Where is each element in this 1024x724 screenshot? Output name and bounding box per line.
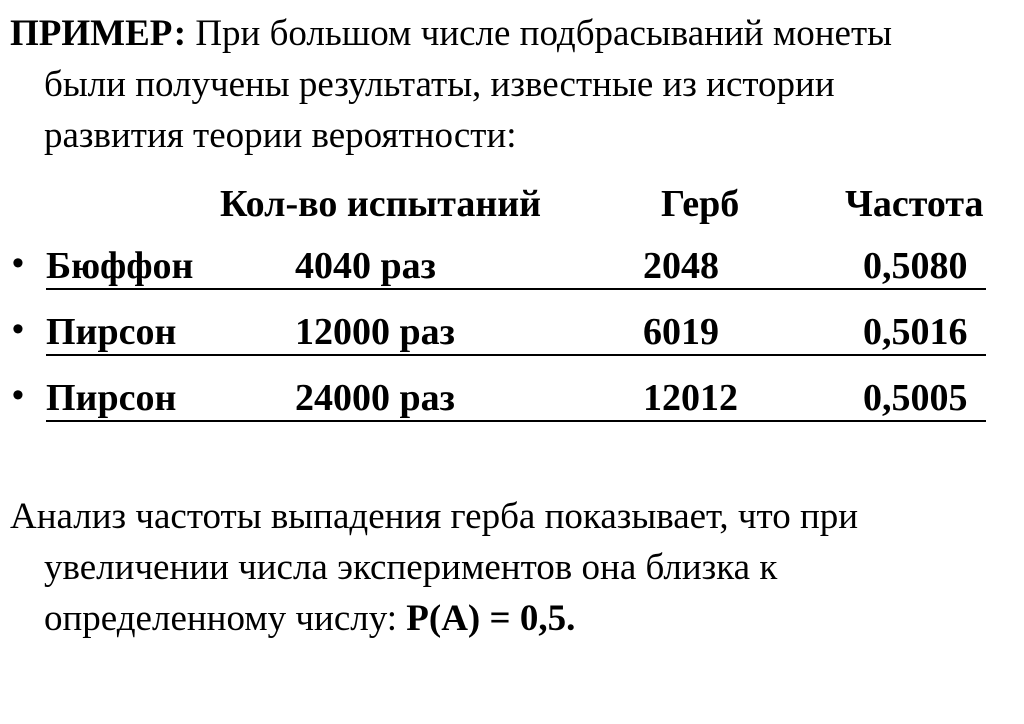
table-row (0, 376, 1024, 434)
gerb-count: 12012 (643, 377, 738, 419)
bullet-icon: • (12, 244, 24, 282)
row-underline (46, 354, 986, 356)
experimenter-name: Пирсон (46, 311, 177, 353)
conclusion-line-2: увеличении числа экспериментов она близка к (44, 547, 778, 588)
header-trials: Кол-во испытаний (220, 183, 542, 225)
probability-formula: Р(А) = 0,5. (406, 598, 576, 639)
conclusion-paragraph (10, 491, 858, 644)
trials-count: 24000 раз (295, 377, 455, 419)
bullet-icon: • (12, 376, 24, 414)
intro-text-1: При большом числе подбрасываний монеты (186, 13, 892, 54)
intro-line-3: развития теории вероятности: (44, 115, 517, 156)
experimenter-name: Бюффон (46, 245, 194, 287)
row-underline (46, 288, 986, 290)
table-row (0, 310, 1024, 368)
intro-line-1 (10, 8, 892, 59)
header-gerb: Герб (661, 183, 740, 225)
trials-count: 12000 раз (295, 311, 455, 353)
example-label: ПРИМЕР: (10, 13, 187, 54)
conclusion-line-1: Анализ частоты выпадения герба показывает, что при (10, 496, 859, 537)
trials-count: 4040 раз (295, 245, 436, 287)
gerb-count: 6019 (643, 311, 719, 353)
conclusion-text-3: определенному числу: (44, 598, 407, 639)
conclusion-line-3 (10, 593, 858, 644)
frequency-value: 0,5016 (863, 311, 968, 353)
bullet-icon: • (12, 310, 24, 348)
gerb-count: 2048 (643, 245, 719, 287)
intro-paragraph (10, 8, 892, 161)
table-row (0, 244, 1024, 302)
experimenter-name: Пирсон (46, 377, 177, 419)
frequency-value: 0,5005 (863, 377, 968, 419)
intro-line-2: были получены результаты, известные из истории (44, 64, 835, 105)
row-underline (46, 420, 986, 422)
header-frequency: Частота (845, 183, 984, 225)
frequency-value: 0,5080 (863, 245, 968, 287)
